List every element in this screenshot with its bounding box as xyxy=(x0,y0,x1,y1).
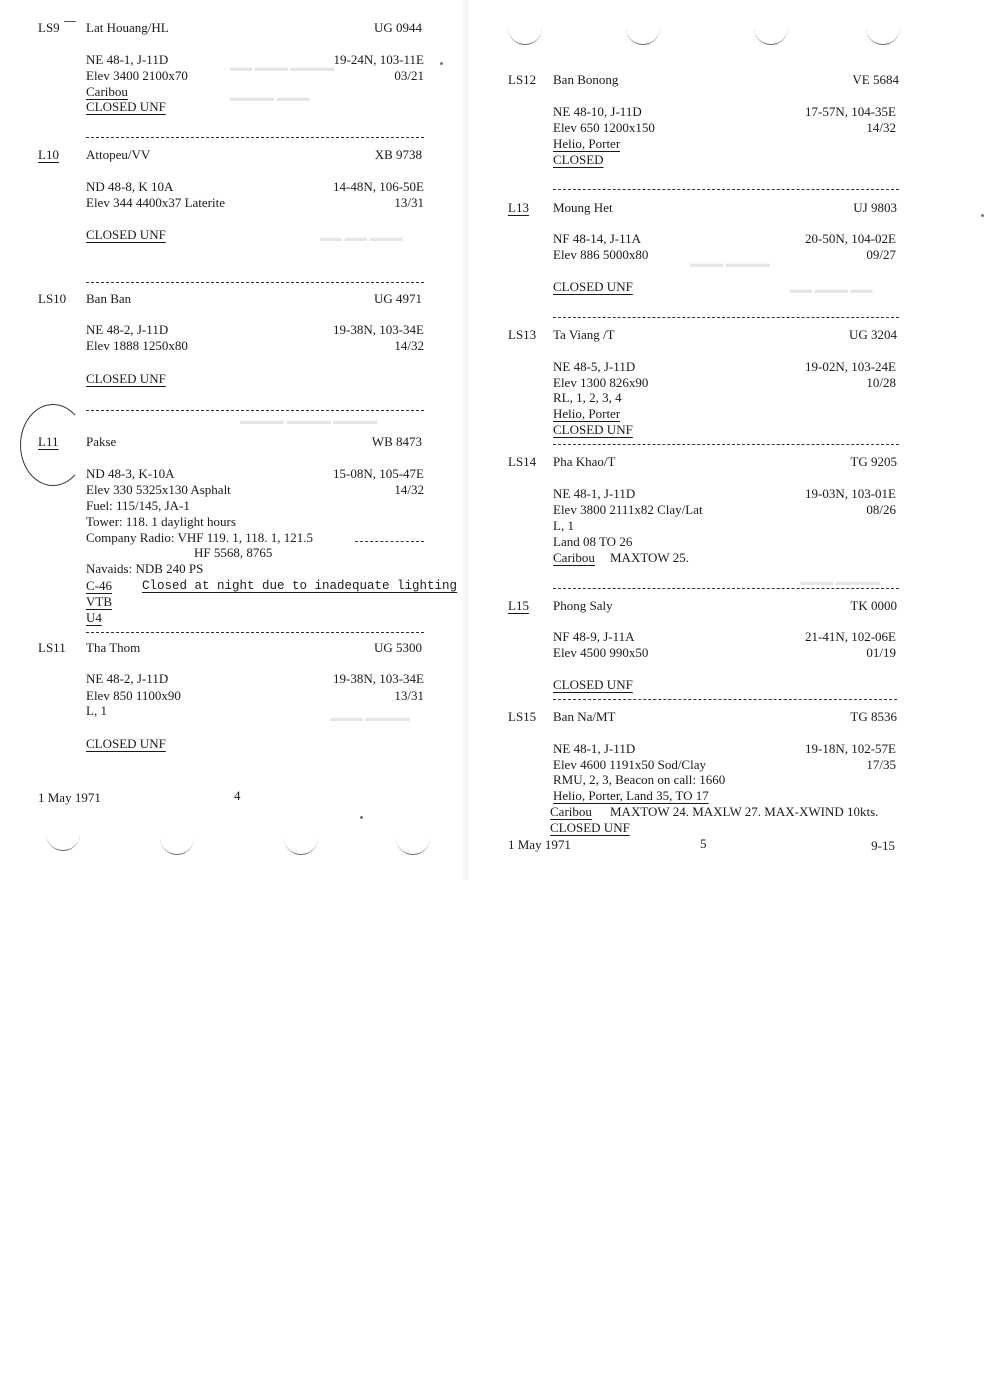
entry-runway: 03/21 xyxy=(394,68,424,83)
entry-lighting: RL, 1, 2, 3, 4 xyxy=(553,390,622,405)
entry-runway: 14/32 xyxy=(866,120,896,135)
entry-lighting: L, 1 xyxy=(86,703,107,718)
entry-lighting: L, 1 xyxy=(553,518,574,533)
entry-chart-ref: NF 48-14, J-11A xyxy=(553,231,641,246)
entry-coords: 15-08N, 105-47E xyxy=(333,466,424,481)
entry-coords: 19-03N, 103-01E xyxy=(805,486,896,501)
entry-coords: 19-18N, 102-57E xyxy=(805,741,896,756)
entry-name: Pha Khao/T xyxy=(553,454,616,469)
entry-grid: WB 8473 xyxy=(371,434,422,449)
entry-grid: UG 3204 xyxy=(848,327,897,342)
entry-coords: 19-38N, 103-34E xyxy=(333,322,424,337)
entry-chart-ref: NE 48-1, J-11D xyxy=(86,52,169,67)
dash-mark xyxy=(64,21,76,22)
page-number: 4 xyxy=(234,788,241,803)
entry-id: LS15 xyxy=(508,709,537,724)
entry-id: LS12 xyxy=(508,72,537,87)
entry-runway: 13/31 xyxy=(394,195,424,210)
entry-maxtow: MAXTOW 25. xyxy=(610,550,689,565)
entry-company-radio: Company Radio: VHF 119. 1, 118. 1, 121.5 xyxy=(86,530,314,545)
punch-hole-mark xyxy=(396,836,430,855)
punch-hole-mark xyxy=(754,26,788,45)
entry-grid: UG 0944 xyxy=(373,20,422,35)
entry-chart-ref: NE 48-10, J-11D xyxy=(553,104,642,119)
entry-name: Ta Viang /T xyxy=(553,327,615,342)
bleed-through-text: ▬▬ ▬▬ ▬▬▬ xyxy=(320,232,403,244)
bleed-through-text: ▬▬▬ ▬▬▬▬ xyxy=(330,712,410,724)
entry-name: Pakse xyxy=(86,434,117,449)
separator xyxy=(553,588,899,589)
entry-name: Moung Het xyxy=(553,200,613,215)
separator xyxy=(86,410,424,411)
footer-date: 1 May 1971 xyxy=(508,837,571,852)
entry-c46: C-46 xyxy=(86,578,112,593)
entry-aircraft-types: Caribou xyxy=(86,84,128,99)
separator xyxy=(553,699,897,700)
punch-hole-mark xyxy=(160,836,194,855)
punch-hole-mark xyxy=(626,26,660,45)
entry-grid: UG 4971 xyxy=(373,291,422,306)
entry-aircraft-types: Helio, Porter xyxy=(553,136,621,151)
page-number: 5 xyxy=(700,836,707,851)
entry-grid: UG 5300 xyxy=(373,640,422,655)
footer-date: 1 May 1971 xyxy=(38,790,101,805)
right-page xyxy=(470,0,1003,880)
entry-grid: TG 8536 xyxy=(850,709,897,724)
separator xyxy=(355,541,424,542)
entry-name: Attopeu/VV xyxy=(86,147,151,162)
entry-name: Tha Thom xyxy=(86,640,141,655)
entry-chart-ref: NE 48-2, J-11D xyxy=(86,322,169,337)
speck xyxy=(360,816,363,819)
page-reference: 9-15 xyxy=(871,838,895,853)
entry-runway: 14/32 xyxy=(394,482,424,497)
entry-id: L15 xyxy=(508,598,529,613)
entry-coords: 19-24N, 103-11E xyxy=(333,52,424,67)
entry-fuel: Fuel: 115/145, JA-1 xyxy=(86,498,190,513)
entry-coords: 21-41N, 102-06E xyxy=(805,629,896,644)
entry-chart-ref: NE 48-1, J-11D xyxy=(553,741,636,756)
entry-id: LS11 xyxy=(38,640,66,655)
entry-grid: VE 5684 xyxy=(852,72,899,87)
entry-id: LS13 xyxy=(508,327,537,342)
entry-aircraft-types: Helio, Porter, Land 35, TO 17 xyxy=(553,788,709,803)
entry-navaids: Navaids: NDB 240 PS xyxy=(86,561,204,576)
entry-status: CLOSED UNF xyxy=(86,99,166,114)
page-fold xyxy=(462,0,470,880)
entry-status: CLOSED UNF xyxy=(553,677,633,692)
entry-tower: Tower: 118. 1 daylight hours xyxy=(86,514,236,529)
entry-grid: TK 0000 xyxy=(850,598,897,613)
entry-runway: 13/31 xyxy=(394,688,424,703)
entry-aircraft-types: Helio, Porter xyxy=(553,406,621,421)
punch-hole-mark xyxy=(284,836,318,855)
bleed-through-text: ▬▬▬▬ ▬▬▬▬ ▬▬▬▬ xyxy=(240,415,378,427)
separator xyxy=(86,632,424,633)
entry-vtb: VTB xyxy=(86,594,112,609)
entry-maxtow: MAXTOW 24. MAXLW 27. MAX-XWIND 10kts. xyxy=(610,804,879,819)
bleed-through-text: ▬▬▬▬ ▬▬▬ xyxy=(230,92,310,104)
separator xyxy=(86,137,424,138)
entry-elev: Elev 344 4400x37 Laterite xyxy=(86,195,225,210)
bleed-through-text: ▬▬▬ ▬▬▬▬ xyxy=(690,258,770,270)
entry-elev: Elev 1888 1250x80 xyxy=(86,338,188,353)
speck xyxy=(981,214,984,217)
entry-id: LS14 xyxy=(508,454,537,469)
entry-coords: 19-02N, 103-24E xyxy=(805,359,896,374)
entry-coords: 20-50N, 104-02E xyxy=(805,231,896,246)
entry-caribou: Caribou xyxy=(553,550,595,565)
entry-coords: 19-38N, 103-34E xyxy=(333,671,424,686)
entry-chart-ref: NE 48-5, J-11D xyxy=(553,359,636,374)
entry-elev: Elev 850 1100x90 xyxy=(86,688,181,703)
entry-runway: 09/27 xyxy=(866,247,896,262)
entry-chart-ref: NE 48-1, J-11D xyxy=(553,486,636,501)
speck xyxy=(440,62,443,65)
separator xyxy=(86,282,424,283)
punch-hole-mark xyxy=(866,26,900,45)
entry-elev: Elev 886 5000x80 xyxy=(553,247,649,262)
entry-elev: Elev 3800 2111x82 Clay/Lat xyxy=(553,502,703,517)
entry-coords: 17-57N, 104-35E xyxy=(805,104,896,119)
entry-runway: 01/19 xyxy=(866,645,896,660)
separator xyxy=(553,444,899,445)
left-page xyxy=(0,0,462,880)
punch-hole-mark xyxy=(508,26,542,45)
entry-elev: Elev 1300 826x90 xyxy=(553,375,649,390)
entry-chart-ref: ND 48-8, K 10A xyxy=(86,179,174,194)
entry-id: L11 xyxy=(38,434,59,449)
entry-grid: UJ 9803 xyxy=(853,200,897,215)
entry-name: Ban Bonong xyxy=(553,72,619,87)
entry-runway: 17/35 xyxy=(866,757,896,772)
entry-elev: Elev 330 5325x130 Asphalt xyxy=(86,482,231,497)
entry-chart-ref: NE 48-2, J-11D xyxy=(86,671,169,686)
entry-land: Land 08 TO 26 xyxy=(553,534,633,549)
entry-name: Ban Na/MT xyxy=(553,709,616,724)
entry-status: CLOSED UNF xyxy=(550,820,630,835)
entry-elev: Elev 3400 2100x70 xyxy=(86,68,188,83)
entry-id: L10 xyxy=(38,147,59,162)
entry-status: CLOSED UNF xyxy=(86,736,166,751)
entry-elev: Elev 650 1200x150 xyxy=(553,120,655,135)
entry-runway: 08/26 xyxy=(866,502,896,517)
bleed-through-text: ▬▬▬ ▬▬▬▬ xyxy=(800,576,880,588)
entry-status: CLOSED xyxy=(553,152,604,167)
entry-status: CLOSED UNF xyxy=(553,422,633,437)
punch-hole-mark xyxy=(46,832,80,851)
entry-name: Ban Ban xyxy=(86,291,132,306)
entry-id: L13 xyxy=(508,200,529,215)
entry-caribou: Caribou xyxy=(550,804,592,819)
entry-status: CLOSED UNF xyxy=(553,279,633,294)
entry-chart-ref: NF 48-9, J-11A xyxy=(553,629,635,644)
entry-runway: 14/32 xyxy=(394,338,424,353)
entry-chart-ref: ND 48-3, K-10A xyxy=(86,466,175,481)
entry-note: Closed at night due to inadequate lighting xyxy=(142,579,458,593)
entry-u4: U4 xyxy=(86,610,102,625)
entry-runway: 10/28 xyxy=(866,375,896,390)
entry-hf: HF 5568, 8765 xyxy=(194,545,273,560)
entry-lighting: RMU, 2, 3, Beacon on call: 1660 xyxy=(553,772,726,787)
entry-grid: XB 9738 xyxy=(374,147,422,162)
entry-id: LS9 xyxy=(38,20,60,35)
entry-coords: 14-48N, 106-50E xyxy=(333,179,424,194)
entry-name: Phong Saly xyxy=(553,598,613,613)
separator xyxy=(553,189,899,190)
entry-elev: Elev 4500 990x50 xyxy=(553,645,649,660)
entry-status: CLOSED UNF xyxy=(86,371,166,386)
entry-name: Lat Houang/HL xyxy=(86,20,169,35)
bleed-through-text: ▬▬ ▬▬▬ ▬▬▬▬ xyxy=(230,62,335,74)
separator xyxy=(553,317,899,318)
entry-elev: Elev 4600 1191x50 Sod/Clay xyxy=(553,757,706,772)
bleed-through-text: ▬▬ ▬▬▬ ▬▬ xyxy=(790,284,873,296)
entry-grid: TG 9205 xyxy=(850,454,897,469)
entry-id: LS10 xyxy=(38,291,67,306)
entry-status: CLOSED UNF xyxy=(86,227,166,242)
